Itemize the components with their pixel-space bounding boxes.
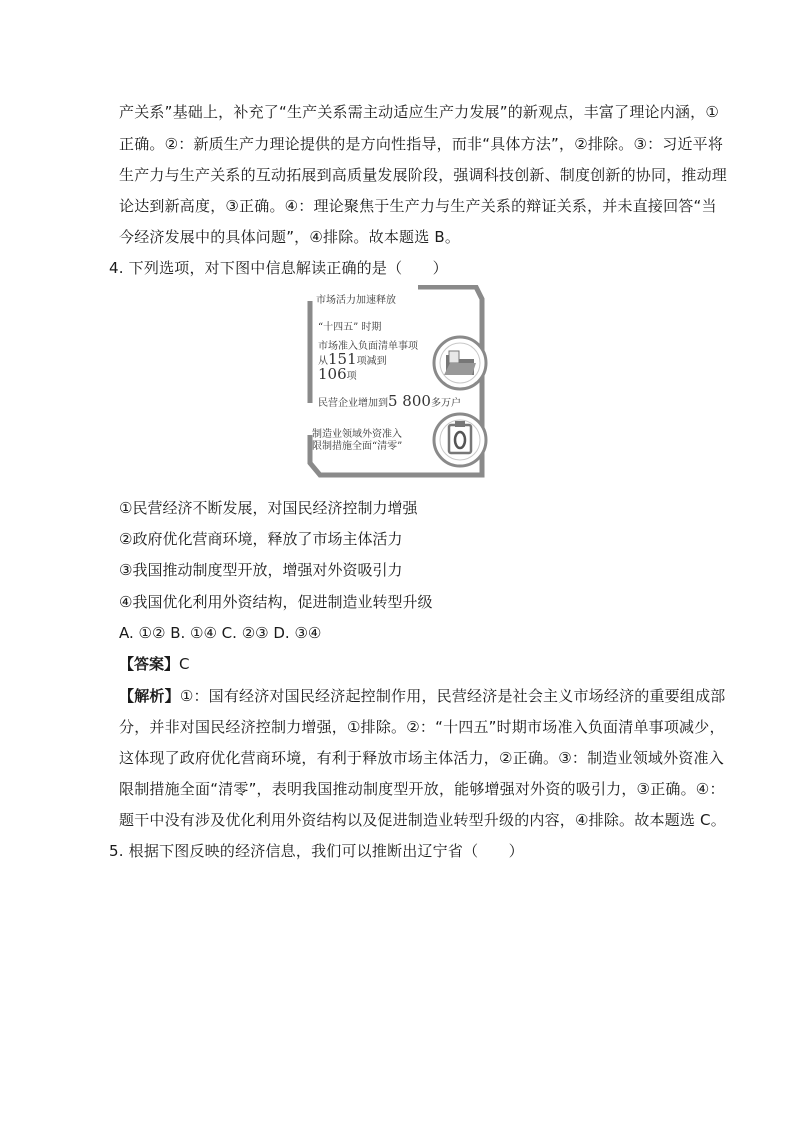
answer-value: C — [179, 655, 190, 673]
analysis-line — [119, 686, 726, 706]
question-4: 4. 下列选项，对下图中信息解读正确的是（ ） — [109, 259, 448, 277]
option-4: ④我国优化利用外资结构，促进制造业转型升级 — [119, 593, 433, 611]
figure-period: “十四五” 时期 — [318, 322, 382, 333]
option-1: ①民营经济不断发展，对国民经济控制力增强 — [119, 499, 418, 517]
answer-choices: A. ①② B. ①④ C. ②③ D. ③④ — [119, 624, 322, 642]
from-suffix: 项减到 — [356, 356, 387, 367]
answer-line — [119, 654, 190, 674]
analysis-line: 限制措施全面“清零”，表明我国推动制度型开放，能够增强对外资的吸引力，③正确。④： — [119, 780, 725, 798]
answer-label: 【答案】 — [119, 655, 180, 673]
analysis-line: 分，并非对国民经济控制力增强，①排除。②：“十四五”时期市场准入负面清单事项减少， — [119, 718, 725, 736]
analysis-line: 题干中没有涉及优化利用外资结构以及促进制造业转型升级的内容，④排除。故本题选 C。 — [119, 811, 726, 829]
market-vitality-figure — [306, 285, 488, 480]
folder-icon-badge — [434, 337, 486, 389]
question-5: 5. 根据下图反映的经济信息，我们可以推断出辽宁省（ ） — [109, 842, 524, 860]
analysis-line: 这体现了政府优化营商环境，有利于释放市场主体活力，②正确。③：制造业领域外资准入 — [119, 749, 724, 767]
paragraph-line: 生产力与生产关系的互动拓展到高质量发展阶段，强调科技创新、制度创新的协同，推动理 — [119, 166, 728, 184]
zero-icon-badge — [434, 414, 486, 466]
private-prefix: 民营企业增加到 — [318, 398, 388, 409]
figure-negative-list-to — [318, 365, 357, 383]
figure-manufacturing-line1: 制造业领域外资准入 — [312, 429, 402, 440]
option-3: ③我国推动制度型开放，增强对外资吸引力 — [119, 561, 403, 579]
figure-title: 市场活力加速释放 — [316, 295, 396, 306]
to-suffix: 项 — [346, 371, 357, 382]
paragraph-line: 论达到新高度，③正确。④：理论聚焦于生产力与生产关系的辩证关系，并未直接回答“当 — [119, 197, 717, 215]
to-value: 106 — [318, 365, 347, 383]
figure-negative-list-label: 市场准入负面清单事项 — [318, 341, 418, 352]
figure-manufacturing-line2: 限制措施全面“清零” — [312, 441, 403, 452]
figure-private-enterprises — [318, 392, 461, 410]
private-suffix: 多万户 — [430, 398, 461, 409]
paragraph-line: 今经济发展中的具体问题”，④排除。故本题选 B。 — [119, 228, 461, 246]
option-2: ②政府优化营商环境，释放了市场主体活力 — [119, 530, 403, 548]
private-value: 5 800 — [388, 392, 431, 410]
analysis-text: ①：国有经济对国民经济起控制作用，民营经济是社会主义市场经济的重要组成部 — [179, 687, 726, 705]
analysis-label: 【解析】 — [119, 687, 180, 705]
paragraph-line: 正确。②：新质生产力理论提供的是方向性指导，而非“具体方法”，②排除。③：习近平将 — [119, 135, 724, 153]
from-value: 151 — [328, 350, 357, 368]
paragraph-line: 产关系”基础上，补充了“生产关系需主动适应生产力发展”的新观点，丰富了理论内涵，① — [119, 103, 719, 121]
from-prefix: 从 — [318, 356, 328, 367]
